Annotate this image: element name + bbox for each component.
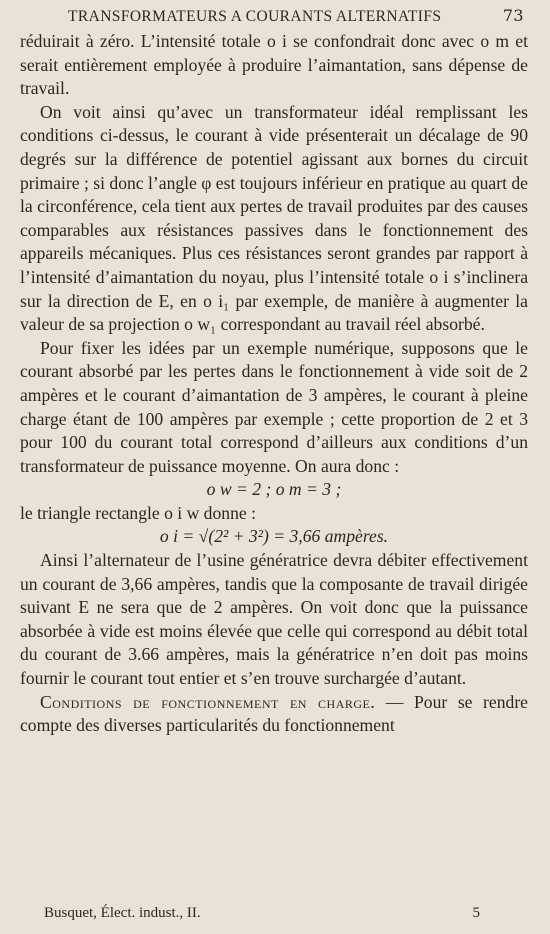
- formula-ow-om: o w = 2 ; o m = 3 ;: [206, 479, 342, 500]
- running-title: TRANSFORMATEURS A COURANTS ALTERNATIFS: [68, 8, 442, 25]
- page-number: 73: [502, 6, 524, 25]
- page-footer: [44, 905, 480, 922]
- paragraph-3: Pour fixer les idées par un exemple numérique, supposons que le courant absorbé par les pertes dans le fonctionnement à vide soit de 2 ampères et le courant d’aimantation de 3 ampères, le courant à pleine charge étant de 100 ampères par exemple ; cette proportion de 2 et 3 pour 100 du courant total correspond d’ailleurs aux conditions d’un transformateur de puissance moyenne. On aura donc :: [20, 337, 528, 476]
- paragraph-1: réduirait à zéro. L’intensité totale o i se confondrait donc avec o m et serait entièrement employée à produire l’aimantation, sans dépense de travail.: [20, 31, 528, 99]
- section-heading: Conditions de fonctionnement en charge.: [40, 691, 376, 712]
- page-body: [20, 30, 528, 738]
- section-text: — Pour se rendre compte des diverses particularités du fonctionnement: [20, 691, 528, 736]
- triangle-line: le triangle rectangle o i w donne :: [20, 502, 256, 523]
- running-header: [68, 6, 524, 26]
- paragraph-2: On voit ainsi qu’avec un transformateur idéal remplissant les conditions ci-dessus, le courant à vide présenterait un décalage de 90 degrés sur la différence de potentiel agissant aux bornes du circuit primaire ; si donc l’angle φ est toujours inférieur en pratique au quart de la circonférence, cela tient aux pertes de travail produites par des causes comparables aux résistances passives dans le fonctionnement des appareils mécaniques. Plus ces résistances seront grandes par rapport à l’intensité d’aimantation du noyau, plus l’intensité totale o i s’inclinera sur la direction de E, en o i₁ par exemple, de manière à augmenter la valeur de sa projection o w₁ correspondant au travail réel absorbé.: [20, 101, 528, 335]
- signature-number: 5: [472, 905, 480, 921]
- section-paragraph: [20, 691, 528, 738]
- formula-oi: o i = √(2² + 3²) = 3,66 ampères.: [159, 526, 389, 547]
- paragraph-4: Ainsi l’alternateur de l’usine génératrice devra débiter effectivement un courant de 3,66 ampères, tandis que la composante de travail dirigée suivant E ne sera que de 2 ampères. On voit donc que la puissance absorbée à vide est moins élevée que celle qui correspond au débit total du courant de 3.66 ampères, mais la génératrice n’en doit pas moins fournir le courant tout entier et s’en trouve surchargée d’autant.: [20, 550, 528, 689]
- signature-line: Busquet, Élect. indust., II.: [44, 905, 201, 921]
